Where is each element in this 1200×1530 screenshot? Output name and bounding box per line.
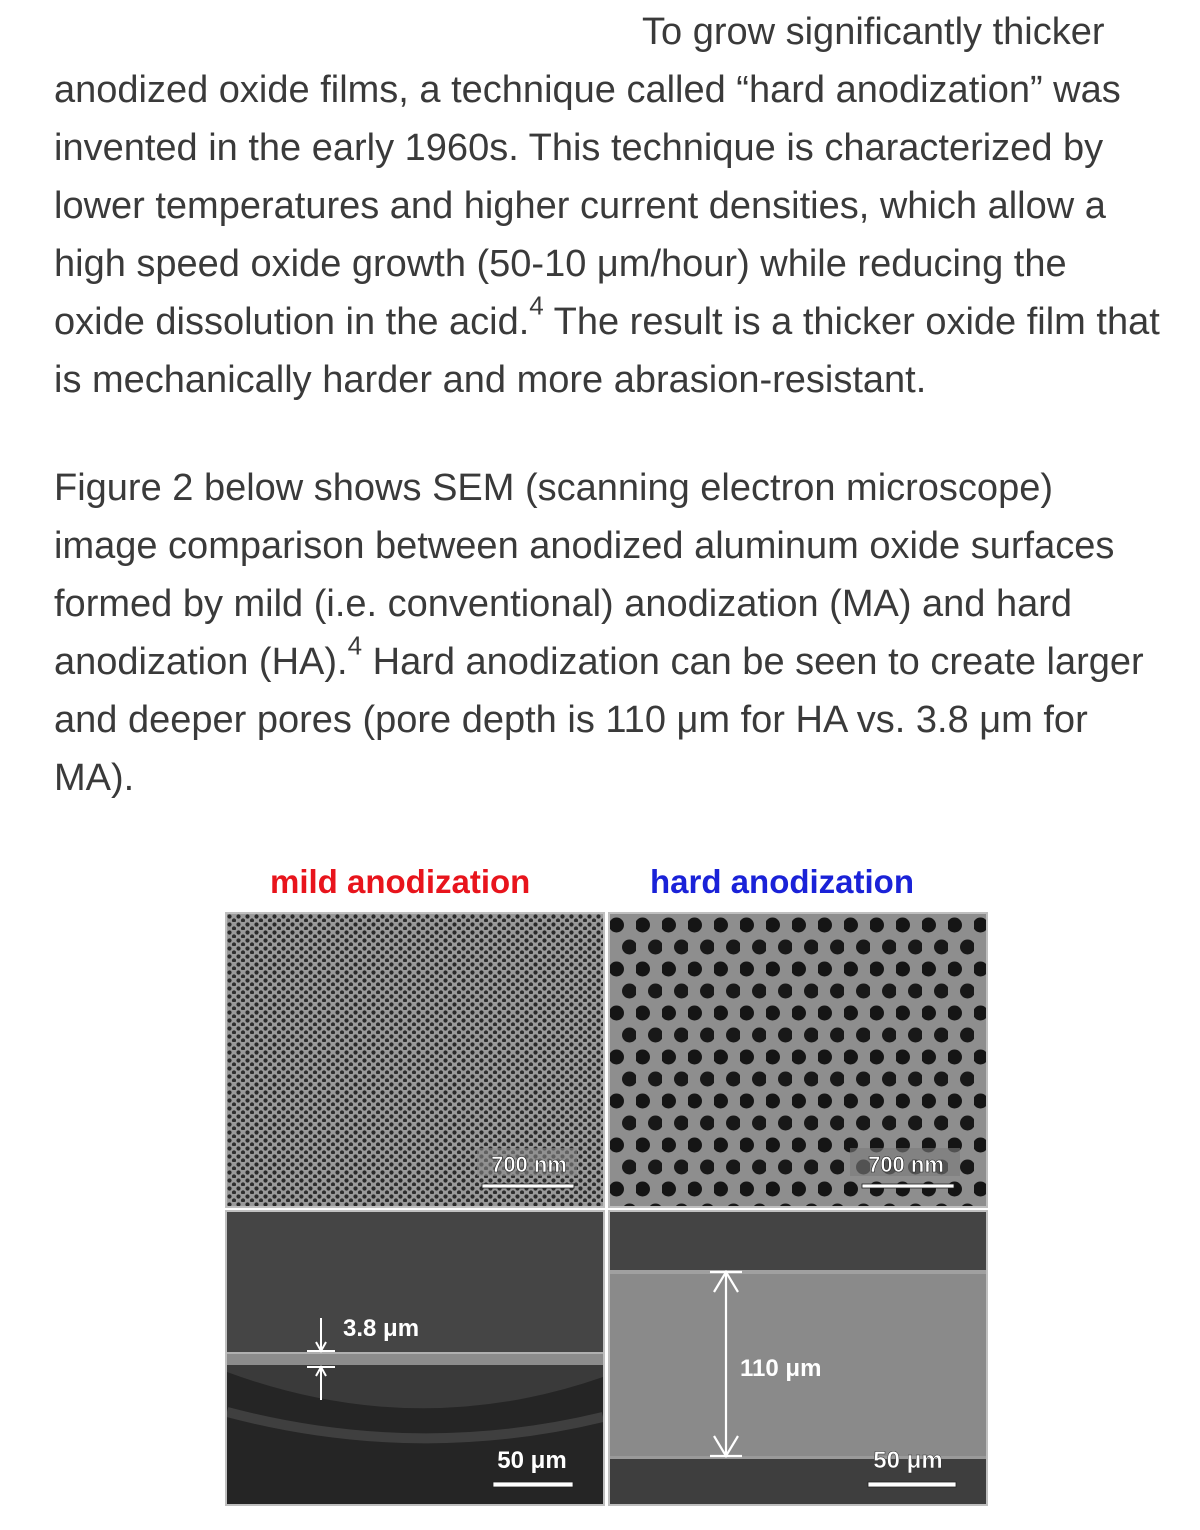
sem-image-mild-surface (225, 912, 605, 1208)
paragraph-hard-anodization (54, 3, 1164, 409)
sem-scale-bar (862, 1184, 954, 1188)
thickness-label-mild: 3.8 μm (343, 1315, 420, 1342)
figure-label-hard-anodization: hard anodization (650, 863, 914, 900)
sem-scale-bar (868, 1482, 956, 1487)
sem-image-hard-cross-section (608, 1210, 988, 1506)
paragraph1-text-continued: The result is a thicker oxide film that is mechanically harder and more abrasion-resistant. (54, 301, 1160, 401)
sem-scale-bar (493, 1482, 573, 1487)
sem-image-mild-cross-section (225, 1210, 605, 1506)
paragraph-figure-description (54, 459, 1164, 807)
paragraph2-text: Figure 2 below shows SEM (scanning electron microscope) image comparison between anodized aluminum oxide surfaces formed by mild (i.e. conventional) anodization (MA) and hard anodization (HA). (54, 467, 1115, 683)
paragraph1-text: To grow significantly thicker anodized oxide films, a technique called “hard anodization” was invented in the early 1960s. This technique is characterized by lower temperatures and higher current densities, which allow a high speed oxide growth (50-10 μm/hour) while reducing the oxide dissolution in the acid. (54, 11, 1121, 343)
sem-scale-label: 50 μm (497, 1447, 567, 1474)
paragraph2-text-continued: Hard anodization can be seen to create larger and deeper pores (pore depth is 110 μm for HA vs. 3.8 μm for MA). (54, 641, 1144, 799)
figure-label-mild-anodization: mild anodization (270, 863, 531, 900)
citation-superscript[interactable]: 4 (347, 630, 363, 661)
citation-superscript[interactable]: 4 (529, 290, 544, 321)
sem-image-hard-surface (608, 912, 988, 1208)
sem-scale-bar (482, 1184, 574, 1188)
sem-scale-label: 50 μm (873, 1447, 943, 1474)
thickness-label-hard: 110 μm (740, 1355, 822, 1382)
sem-scale-label: 700 nm (868, 1152, 944, 1177)
sem-scale-label: 700 nm (491, 1152, 567, 1177)
